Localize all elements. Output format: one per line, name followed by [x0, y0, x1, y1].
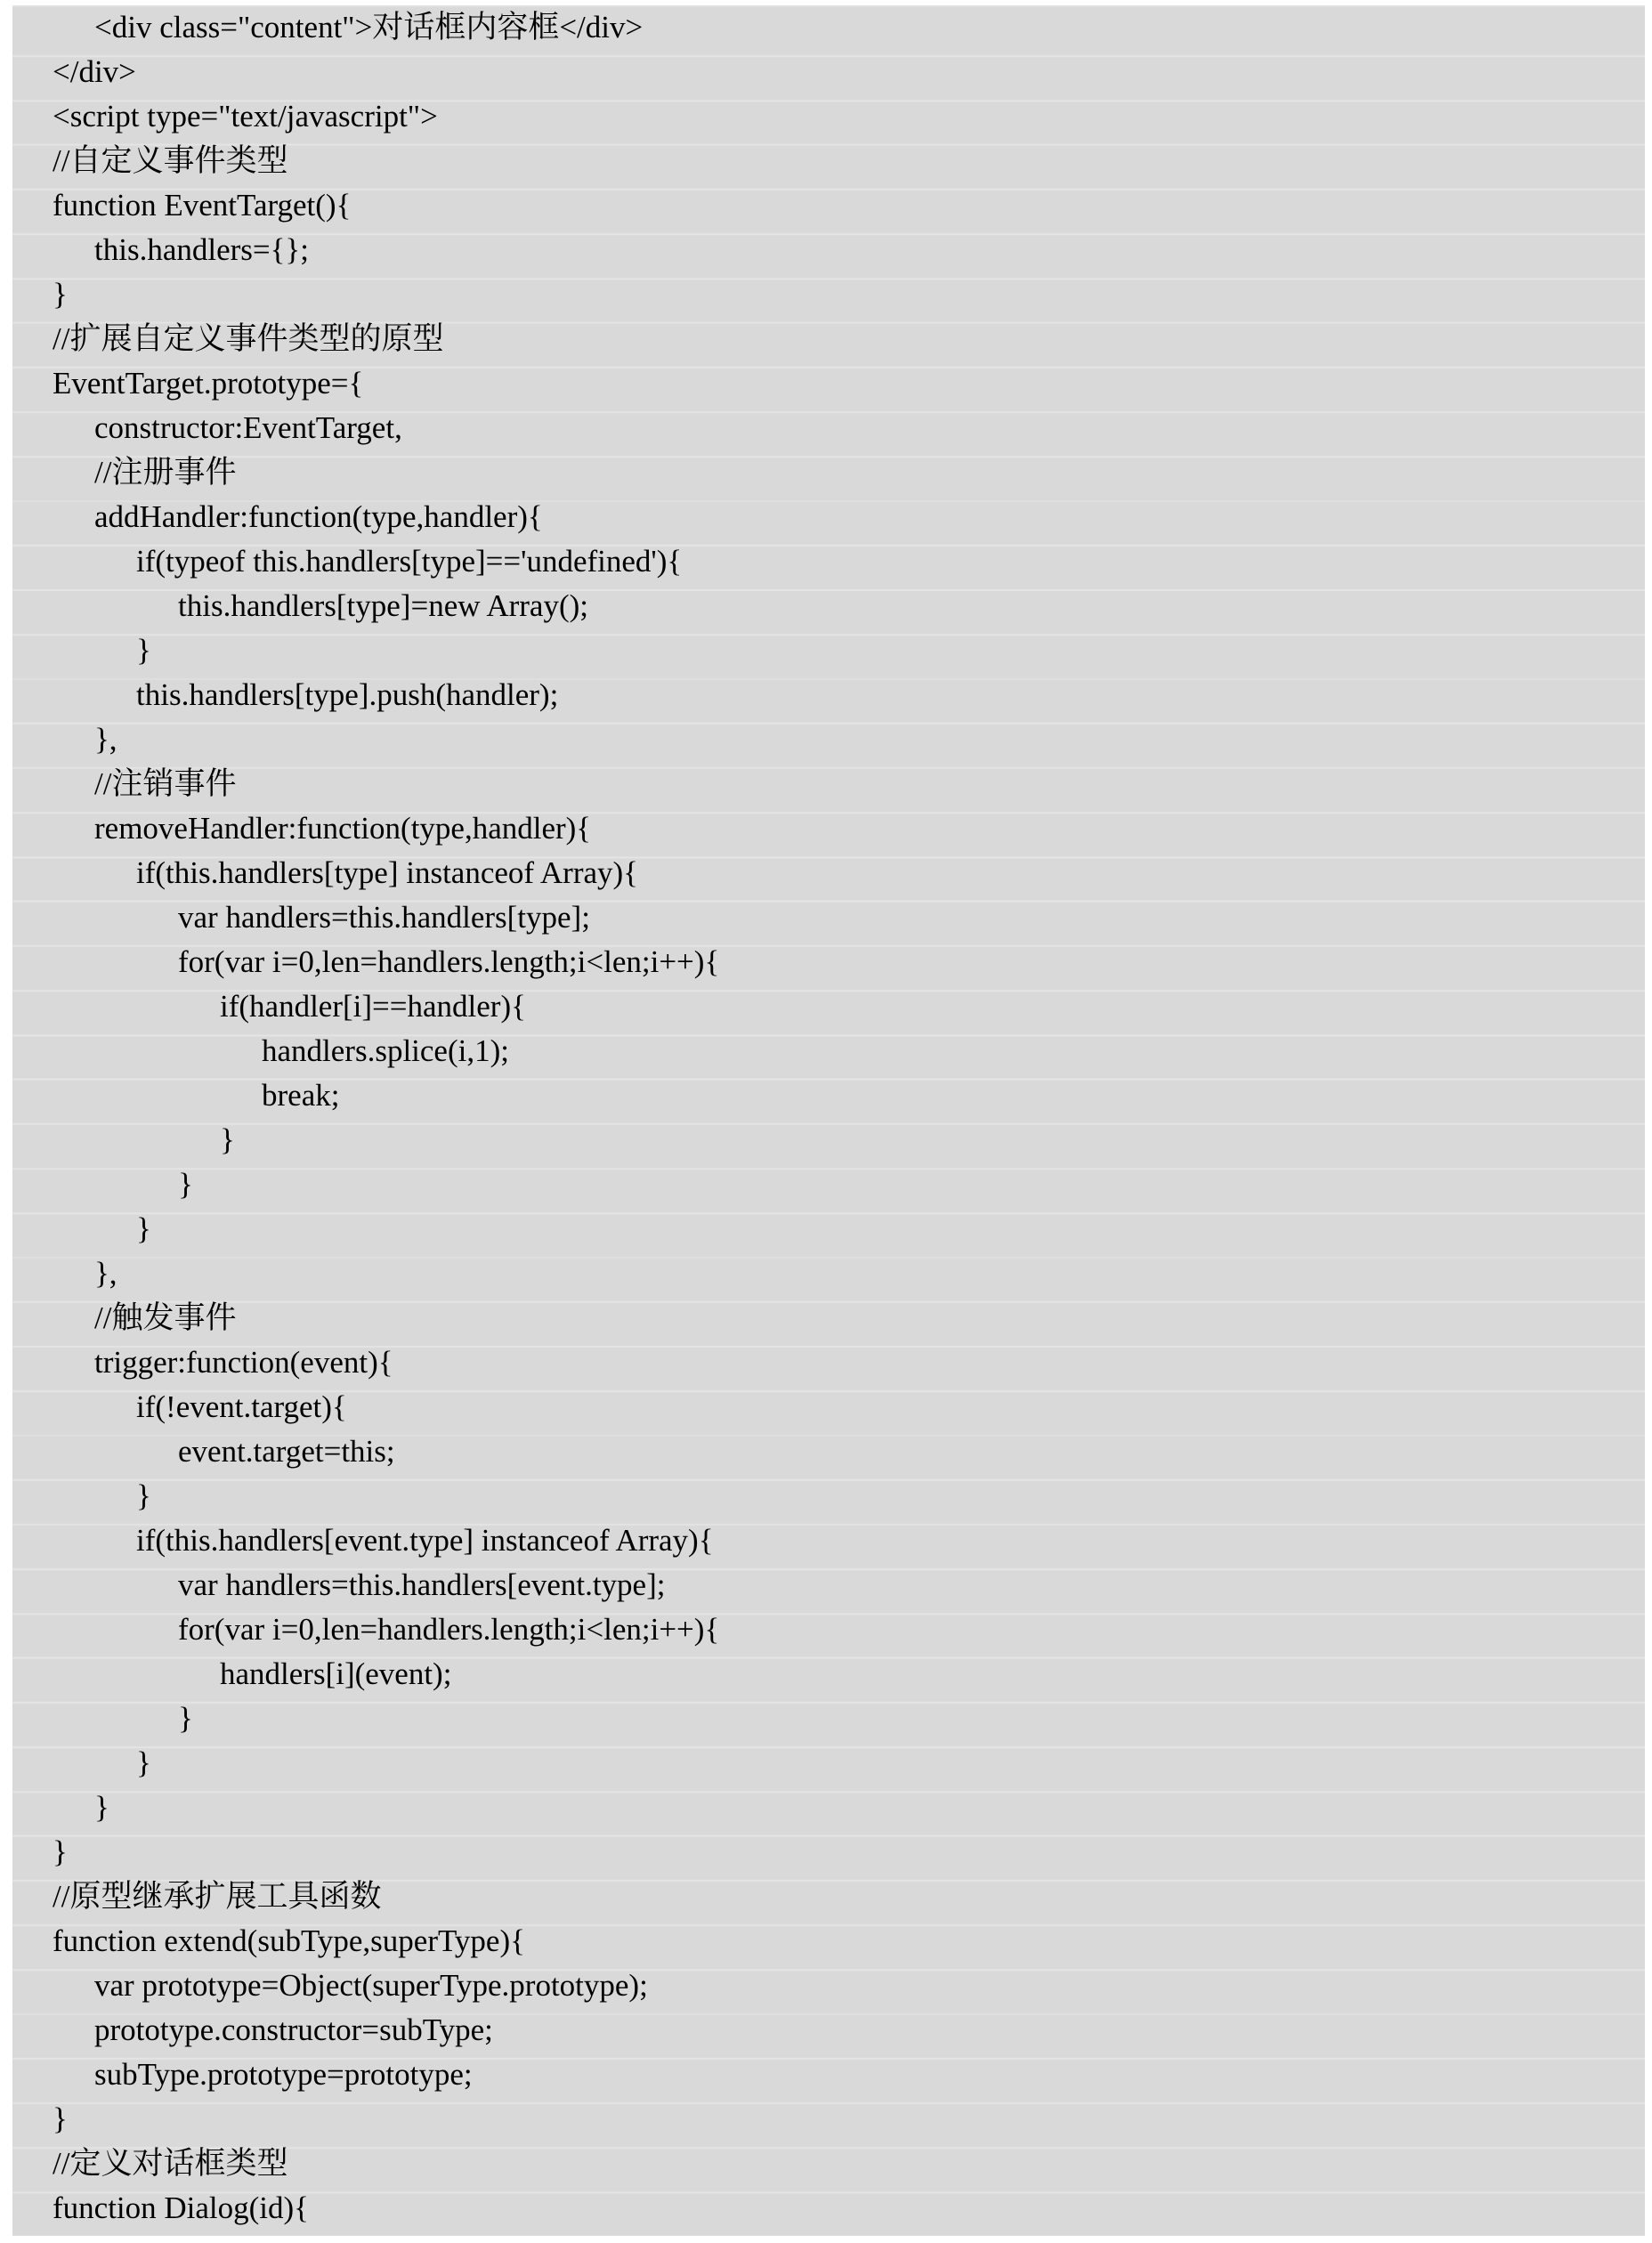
code-line: handlers[i](event);	[220, 1656, 452, 1691]
code-line: //注销事件	[94, 766, 237, 801]
code-line: event.target=this;	[178, 1434, 395, 1469]
code-line: var handlers=this.handlers[type];	[178, 900, 590, 935]
code-line: if(this.handlers[event.type] instanceof Array){	[136, 1523, 714, 1558]
code-line: for(var i=0,len=handlers.length;i<len;i++){	[178, 1612, 720, 1647]
code-line: //扩展自定义事件类型的原型	[53, 321, 444, 356]
code-line: var handlers=this.handlers[event.type];	[178, 1567, 666, 1602]
code-line: }	[178, 1701, 193, 1736]
code-line: var prototype=Object(superType.prototype);	[94, 1968, 648, 2003]
code-line: if(handler[i]==handler){	[220, 989, 526, 1024]
code-line: }	[94, 1790, 109, 1825]
code-line: },	[94, 1256, 117, 1291]
code-line: EventTarget.prototype={	[53, 366, 364, 401]
code-line: //注册事件	[94, 455, 237, 490]
code-line: handlers.splice(i,1);	[262, 1033, 509, 1068]
code-line: if(!event.target){	[136, 1389, 347, 1424]
code-line: this.handlers={};	[94, 232, 309, 267]
code-line: if(this.handlers[type] instanceof Array){	[136, 855, 638, 890]
code-line: <script type="text/javascript">	[53, 99, 438, 134]
code-line: //自定义事件类型	[53, 143, 288, 178]
code-line: }	[178, 1167, 193, 1202]
code-line: }	[136, 1745, 151, 1780]
code-line: this.handlers[type]=new Array();	[178, 588, 588, 623]
code-line: }	[136, 1211, 151, 1246]
code-line: prototype.constructor=subType;	[94, 2012, 493, 2047]
code-line: function EventTarget(){	[53, 188, 352, 223]
code-line: <div class="content">对话框内容框</div>	[94, 10, 644, 45]
code-line: break;	[262, 1078, 340, 1113]
code-line: }	[53, 1834, 68, 1869]
code-line: //触发事件	[94, 1300, 237, 1335]
code-line: }	[220, 1122, 235, 1157]
code-line: for(var i=0,len=handlers.length;i<len;i++){	[178, 944, 720, 979]
code-line: //原型继承扩展工具函数	[53, 1879, 382, 1914]
code-line: function Dialog(id){	[53, 2190, 309, 2225]
code-line: }	[136, 1478, 151, 1513]
code-line: },	[94, 722, 117, 757]
code-line: </div>	[53, 54, 136, 89]
code-listing-panel	[12, 5, 1645, 2236]
code-line: if(typeof this.handlers[type]=='undefined'){	[136, 544, 683, 579]
code-line: constructor:EventTarget,	[94, 410, 402, 445]
code-line: function extend(subType,superType){	[53, 1923, 525, 1958]
code-line: }	[53, 277, 68, 312]
code-line: addHandler:function(type,handler){	[94, 499, 543, 534]
code-line: removeHandler:function(type,handler){	[94, 811, 592, 846]
code-line: //定义对话框类型	[53, 2146, 288, 2181]
code-line: }	[136, 633, 151, 668]
code-line: this.handlers[type].push(handler);	[136, 677, 559, 712]
code-line: trigger:function(event){	[94, 1345, 393, 1380]
code-line: }	[53, 2101, 68, 2136]
code-line: subType.prototype=prototype;	[94, 2057, 473, 2092]
